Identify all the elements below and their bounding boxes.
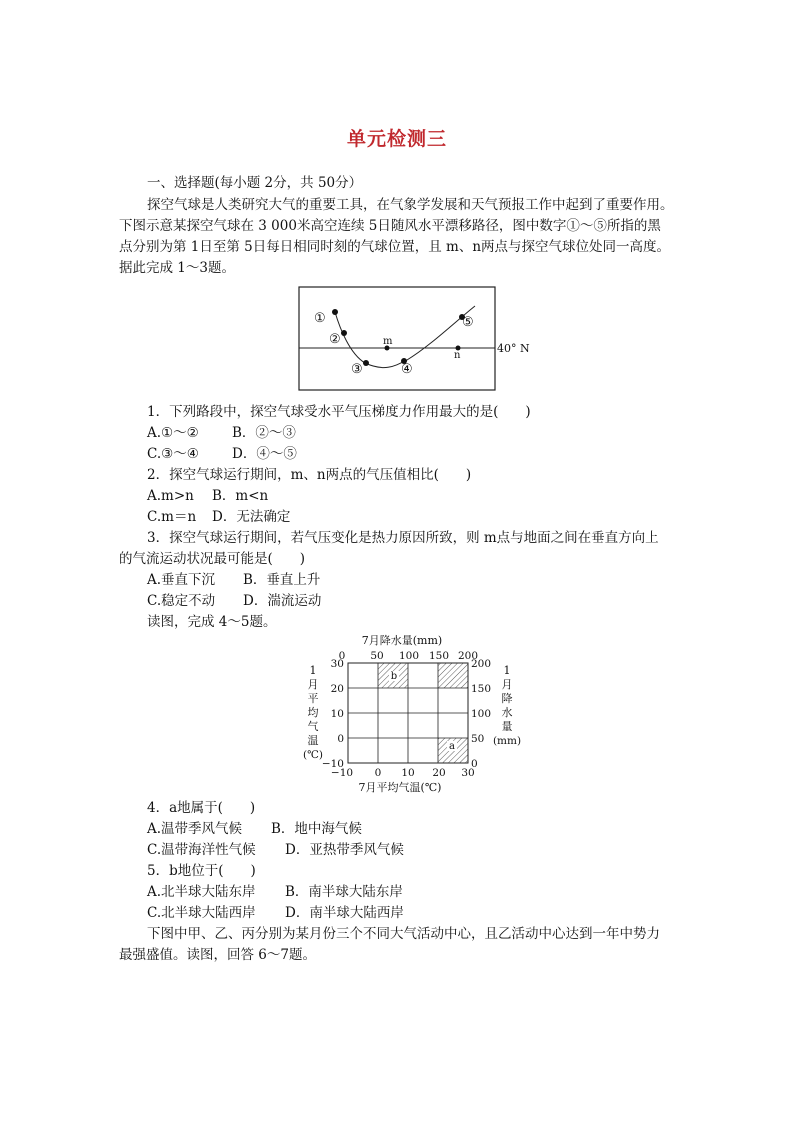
- q2-option-a: A.m>n: [147, 488, 194, 504]
- q2-option-d: D．无法确定: [212, 509, 291, 525]
- q2-stem: 2．探空气球运行期间，m、n两点的气压值相比( ): [147, 467, 472, 483]
- q2-option-c: C.m＝n: [147, 509, 197, 525]
- left-tick-minus10: −10: [321, 758, 344, 770]
- q3-stem-line-1: 3．探空气球运行期间，若气压变化是热力原因所致，则 m点与地面之间在垂直方向上: [147, 530, 659, 546]
- m-label: m: [383, 336, 393, 347]
- q5-option-c: C.北半球大陆西岸: [147, 905, 256, 921]
- intro-line-4: 据此完成 1～3题。: [119, 260, 235, 276]
- q5-option-d: D．南半球大陆西岸: [285, 905, 404, 921]
- top-tick-200: 200: [457, 650, 479, 662]
- q3-stem-line-2: 的气流运动状况最可能是( ): [119, 551, 306, 567]
- right-title-char-4: 水: [501, 706, 513, 719]
- intro-line-2: 下图示意某探空气球在 3 000米高空连续 5日随风水平漂移路径，图中数字①～⑤所指的黑: [119, 218, 661, 234]
- left-title-char-2: 月: [307, 678, 319, 691]
- balloon-path-figure: [295, 284, 535, 394]
- point-label-5: ⑤: [462, 315, 474, 330]
- left-title-char-1: 1: [309, 664, 317, 677]
- q4-option-a: A.温带季风气候: [147, 821, 243, 837]
- left-tick-30: 30: [330, 658, 344, 670]
- top-tick-150: 150: [428, 650, 450, 662]
- next-intro-line-1: 下图中甲、乙、丙分别为某月份三个不同大气活动中心，且乙活动中心达到一年中势力: [147, 926, 660, 942]
- right-unit: (mm): [492, 735, 522, 747]
- q5-stem: 5．b地位于( ): [147, 863, 256, 879]
- bottom-axis-title: 7月平均气温(℃): [358, 781, 442, 794]
- q4-stem: 4．a地属于( ): [147, 800, 256, 816]
- bottom-tick-30: 30: [461, 767, 475, 779]
- latitude-label: 40° N: [497, 342, 530, 355]
- q1-option-b: B．②～③: [232, 425, 296, 441]
- point-label-1: ①: [314, 311, 326, 326]
- left-tick-20: 20: [330, 683, 344, 695]
- q4-option-c: C.温带海洋性气候: [147, 842, 256, 858]
- right-title-char-3: 降: [501, 692, 513, 705]
- top-tick-0: 0: [338, 650, 346, 662]
- q5-option-b: B．南半球大陆东岸: [285, 884, 403, 900]
- top-tick-50: 50: [370, 650, 384, 662]
- q3-option-b: B．垂直上升: [243, 572, 321, 588]
- point-label-4: ④: [401, 362, 413, 377]
- bottom-tick-20: 20: [432, 767, 446, 779]
- q1-option-a: A.①～②: [147, 425, 199, 441]
- hatched-cell-top-right: [438, 663, 468, 688]
- left-title-char-5: 气: [307, 720, 319, 733]
- top-axis-title: 7月降水量(mm): [361, 634, 443, 647]
- q3-option-d: D．湍流运动: [243, 593, 322, 609]
- q2-option-b: B．m<n: [212, 488, 269, 504]
- right-title-char-1: 1: [503, 664, 511, 677]
- balloon-point-2: [341, 330, 347, 336]
- q4-option-d: D．亚热带季风气候: [285, 842, 404, 858]
- q3-option-c: C.稳定不动: [147, 593, 216, 609]
- intro-line-3: 点分别为第 1日至第 5日每日相同时刻的气球位置，且 m、n两点与探空气球位处同一高度。: [119, 239, 671, 255]
- left-title-char-6: 温: [307, 734, 319, 747]
- q1-stem: 1．下列路段中，探空气球受水平气压梯度力作用最大的是( ): [147, 404, 531, 420]
- read-figure-prompt: 读图，完成 4～5题。: [147, 614, 277, 630]
- label-a: a: [449, 741, 455, 752]
- right-tick-0: 0: [471, 758, 478, 770]
- bottom-tick-minus10: −10: [330, 767, 354, 779]
- page-title: 单元检测三: [346, 128, 447, 150]
- left-title-char-4: 均: [307, 706, 319, 719]
- balloon-point-1: [332, 309, 338, 315]
- right-title-char-5: 量: [501, 720, 513, 733]
- right-tick-50: 50: [471, 733, 485, 745]
- next-intro-line-2: 最强盛值。读图，回答 6～7题。: [119, 947, 316, 963]
- q1-option-c: C.③～④: [147, 446, 199, 462]
- q3-option-a: A.垂直下沉: [147, 572, 216, 588]
- left-tick-0: 0: [337, 733, 344, 745]
- bottom-tick-10: 10: [401, 767, 415, 779]
- point-label-3: ③: [351, 362, 363, 377]
- label-b: b: [390, 671, 398, 682]
- point-label-2: ②: [329, 332, 341, 347]
- climate-grid-figure: [296, 632, 536, 797]
- right-title-char-2: 月: [501, 678, 513, 691]
- right-tick-150: 150: [471, 683, 492, 695]
- right-tick-100: 100: [471, 708, 492, 720]
- left-title-char-3: 平: [307, 692, 319, 705]
- bottom-tick-0: 0: [374, 767, 382, 779]
- left-unit: (℃): [303, 749, 323, 761]
- intro-line-1: 探空气球是人类研究大气的重要工具，在气象学发展和天气预报工作中起到了重要作用。: [147, 197, 674, 213]
- balloon-point-3: [363, 360, 369, 366]
- q5-option-a: A.北半球大陆东岸: [147, 884, 256, 900]
- n-label: n: [454, 350, 461, 361]
- q4-option-b: B．地中海气候: [271, 821, 362, 837]
- section-heading: 一、选择题(每小题 2分，共 50分）: [147, 175, 363, 191]
- left-tick-10: 10: [330, 708, 344, 720]
- right-tick-200: 200: [471, 658, 492, 670]
- q1-option-d: D．④～⑤: [232, 446, 297, 462]
- top-tick-100: 100: [398, 650, 420, 662]
